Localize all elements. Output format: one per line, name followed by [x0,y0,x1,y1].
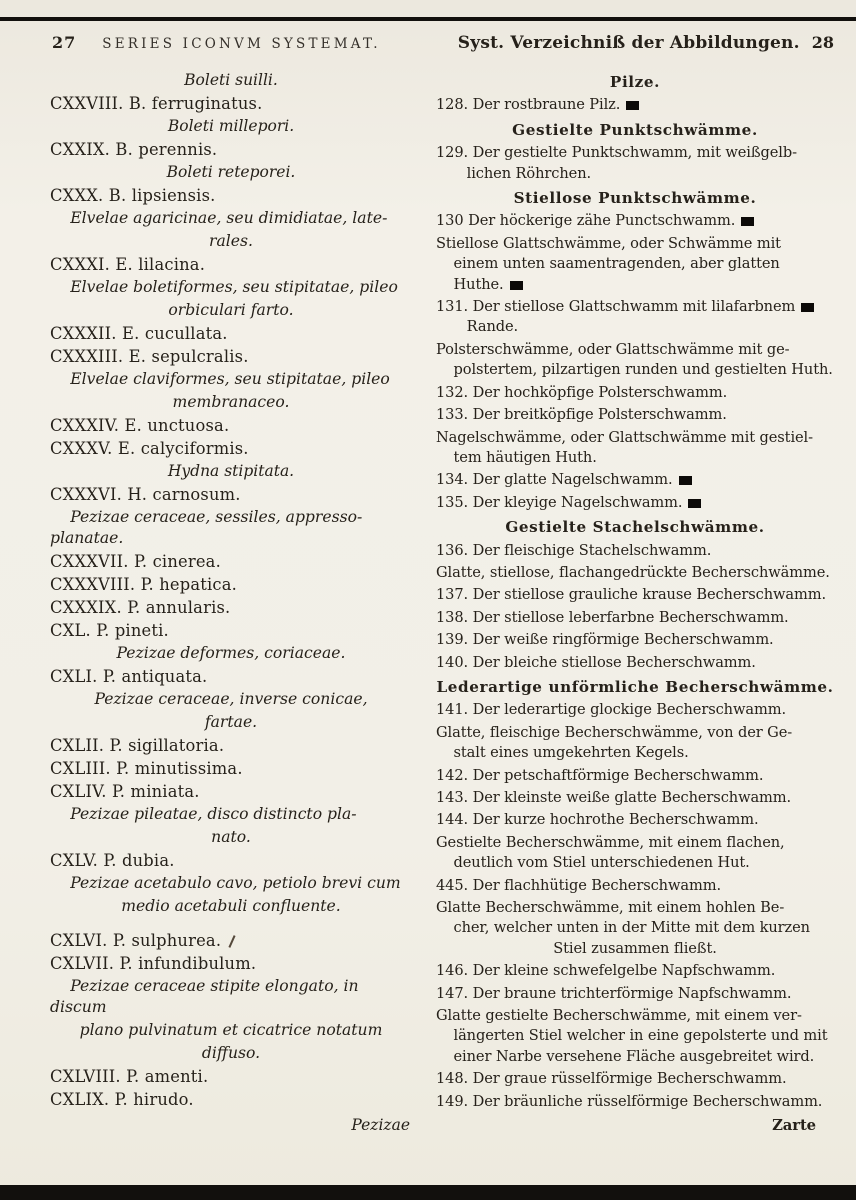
german-entry [436,876,834,896]
latin-group-description [50,804,412,848]
left-running-title: SERIES ICONVM SYSTEMAT. [102,36,381,52]
text-line: CXXXIV. E. unctuosa. [50,416,230,435]
text-line: 144. Der kurze hochrothe Becherschwamm. [436,811,759,829]
latin-entry [50,438,412,459]
text-line: tem häutigen Huth. [453,448,597,466]
text-line: Gestielte Becherschwämme, mit einem flachen, [436,833,785,851]
text-line: Glatte Becherschwämme, mit einem hohlen Be- [436,899,785,917]
text-line: CXXXVIII. P. hepatica. [50,575,238,594]
german-entry [436,984,834,1004]
latin-entry [50,323,412,344]
text-line: Boleti reteporei. [166,163,296,181]
scan-edge-bottom [0,1185,856,1200]
text-line: Lederartige unförmliche Becherschwämme. [436,677,834,696]
latin-group-description [50,643,412,664]
latin-group-description [50,507,412,549]
text-line: 130 Der höckerige zähe Punctschwamm. [436,211,834,231]
latin-entry [50,758,412,779]
latin-entry [50,735,412,756]
text-line: Pezizae deformes, coriaceae. [116,644,346,662]
latin-entry [50,415,412,436]
german-group-description [436,563,834,583]
text-line: CXXXV. E. calyciformis. [50,439,249,458]
latin-group-description [50,277,412,321]
text-line: 140. Der bleiche stiellose Becherschwamm. [436,653,756,671]
text-line: Glatte gestielte Becherschwämme, mit einem ver- [436,1007,802,1025]
text-line: 137. Der stiellose grauliche krause Becherschwamm. [436,586,827,604]
text-line: Rande. [466,318,519,336]
text-line: CXXIX. B. perennis. [50,140,218,159]
text-line: Pilze. [609,73,661,91]
ink-blot-mark [741,217,754,226]
german-group-description [436,234,834,295]
latin-entry [50,1089,412,1110]
text-line: orbiculari farto. [168,301,294,319]
latin-entry [50,953,412,974]
latin-entry [50,484,412,505]
text-line: lichen Röhrchen. [466,164,592,182]
german-entry [436,788,834,808]
text-line: Glatte, stiellose, flachangedrückte Becherschwämme. [436,563,830,581]
text-line: längerten Stiel welcher in eine gepolsterte und mit [453,1027,828,1045]
ink-blot-mark [688,499,701,508]
text-line: Gestielte Punktschwämme. [512,120,758,139]
text-line: CXLII. P. sigillatoria. [50,736,225,755]
text-line: Glatte, fleischige Becherschwämme, von der Ge- [436,723,793,741]
text-line: CXXXIX. P. annularis. [50,598,231,617]
text-line: diffuso. [201,1044,261,1062]
latin-entry [50,597,412,618]
text-line: CXLIII. P. minutissima. [50,759,243,778]
german-entry [436,961,834,981]
latin-entry [50,574,412,595]
latin-entry [50,93,412,114]
latin-group-description [50,208,412,252]
text-line: CXL. P. pineti. [50,621,169,640]
text-line: Stiellose Glattschwämme, oder Schwämme mit [436,234,781,252]
text-line: Elvelae boletiformes, seu stipitatae, pileo [70,278,398,296]
latin-group-description [50,976,412,1064]
latin-entry [50,781,412,802]
text-line: 139. Der weiße ringförmige Becherschwamm. [436,631,774,649]
catchword [50,1115,412,1136]
text-line: 128. Der rostbraune Pilz. [436,95,834,115]
german-section-heading [436,517,834,537]
text-line: stalt eines umgekehrten Kegels. [453,744,689,762]
text-line: plano pulvinatum et cicatrice notatum [79,1021,383,1039]
text-line: CXLV. P. dubia. [50,851,175,870]
german-entry [436,493,834,513]
page-header [0,33,856,53]
text-line: CXLVI. P. sulphurea. [50,930,412,951]
text-line: CXLVII. P. infundibulum. [50,954,257,973]
text-line: 142. Der petschaftförmige Becherschwamm. [436,766,764,784]
german-entry [436,810,834,830]
text-line: 141. Der lederartige glockige Becherschwamm. [436,701,786,719]
text-line: Pezizae ceraceae stipite elongato, in discum [50,977,359,1016]
latin-entry [50,346,412,367]
latin-entry [50,850,412,871]
latin-section-heading [50,162,412,183]
text-line: membranaceo. [172,393,290,411]
german-entry [436,585,834,605]
latin-entry [50,620,412,641]
german-entry [436,405,834,425]
german-group-description [436,340,834,381]
german-entry [436,1069,834,1089]
text-line: 149. Der bräunliche rüsselförmige Becherschwamm. [436,1092,823,1110]
text-line: CXLI. P. antiquata. [50,667,208,686]
text-line: Boleti millepori. [167,117,295,135]
german-group-description [436,898,834,959]
text-line: CXXXII. E. cucullata. [50,324,228,343]
latin-group-description [50,689,412,733]
german-group-description [436,723,834,764]
scan-edge-top [0,17,856,21]
german-entry [436,297,834,338]
latin-entry [50,666,412,687]
text-line: 146. Der kleine schwefelgelbe Napfschwamm. [436,962,776,980]
latin-section-heading [50,70,412,91]
ink-blot-mark [801,303,814,312]
latin-entry [50,185,412,206]
text-line: 148. Der graue rüsselförmige Becherschwamm. [436,1070,787,1088]
right-page-number: 28 [811,33,834,52]
text-line: 445. Der flachhütige Becherschwamm. [436,876,721,894]
german-group-description [436,1006,834,1067]
text-line: 134. Der glatte Nagelschwamm. [436,470,834,490]
latin-entry [50,254,412,275]
german-entry [436,653,834,673]
german-column [436,68,834,1139]
text-line: rales. [209,232,253,250]
text-line: polstertem, pilzartigen runden und gestielten Huth. [453,361,833,379]
text-line: 129. Der gestielte Punktschwamm, mit weißgelb- [436,144,797,162]
text-line: CXLVIII. P. amenti. [50,1067,209,1086]
text-line: 133. Der breitköpfige Polsterschwamm. [436,406,727,424]
text-line: einer Narbe versehene Fläche ausgebreitet wird. [453,1047,815,1065]
german-entry [436,608,834,628]
text-line: Pezizae acetabulo cavo, petiolo brevi cum [70,874,401,892]
text-line: Polsterschwämme, oder Glattschwämme mit ge- [436,340,790,358]
text-line: Stiellose Punktschwämme. [513,189,757,208]
german-entry [436,383,834,403]
text-line: cher, welcher unten in der Mitte mit dem kurzen [453,919,810,937]
german-entry [436,143,834,184]
german-entry [436,470,834,490]
latin-entry [50,551,412,572]
german-entry [436,541,834,561]
text-line: CXXXVII. P. cinerea. [50,552,221,571]
text-line: Gestielte Stachelschwämme. [505,518,765,537]
text-line: Stiel zusammen fließt. [553,939,717,957]
text-line: Pezizae ceraceae, inverse conicae, [94,690,368,708]
left-page-header [52,33,381,52]
latin-group-description [50,873,412,917]
latin-group-description [50,369,412,413]
text-line: CXXXIII. E. sepulcralis. [50,347,249,366]
pen-stroke-mark [229,935,236,948]
latin-column [50,68,412,1139]
catchword [436,1116,834,1136]
text-line: 143. Der kleinste weiße glatte Becherschwamm. [436,789,792,806]
text-line: CXXVIII. B. ferruginatus. [50,94,263,113]
left-page-number: 27 [52,33,77,52]
text-line: CXXXVI. H. carnosum. [50,485,241,504]
german-section-heading [436,120,834,140]
latin-entry [50,1066,412,1087]
text-line: 131. Der stiellose Glattschwamm mit lilafarbnem [436,297,834,317]
two-column-text [0,68,856,1139]
text-line: einem unten saamentragenden, aber glatten Huthe. [453,255,780,293]
text-line: 138. Der stiellose leberfarbne Becherschwamm. [436,608,789,626]
german-entry [436,630,834,650]
text-line: deutlich vom Stiel unterschiedenen Hut. [453,854,750,872]
text-line: 132. Der hochköpfige Polsterschwamm. [436,383,728,401]
text-line: Pezizae ceraceae, sessiles, appresso-planatae. [50,508,363,547]
text-line: 136. Der fleischige Stachelschwamm. [436,541,712,559]
latin-entry [50,930,412,951]
german-entry [436,95,834,115]
text-line: 147. Der braune trichterförmige Napfschwamm. [436,984,792,1002]
text-line: 135. Der kleyige Nagelschwamm. [436,493,834,513]
german-section-heading [436,188,834,208]
ink-blot-mark [626,101,639,110]
text-line: nato. [211,828,251,846]
german-entry [436,700,834,720]
german-entry [436,1092,834,1112]
text-line: Nagelschwämme, oder Glattschwämme mit gestiel- [436,428,813,446]
right-page-header [458,33,834,53]
text-line: Elvelae claviformes, seu stipitatae, pileo [70,370,390,388]
text-line: Hydna stipitata. [167,462,295,480]
german-group-description [436,833,834,874]
latin-section-heading [50,461,412,482]
text-line: Zarte [772,1117,816,1135]
german-section-heading [436,72,834,92]
german-entry [436,766,834,786]
text-line: CXLIV. P. miniata. [50,782,200,801]
text-line: Elvelae agaricinae, seu dimidiatae, late- [70,209,388,227]
text-line: Pezizae [351,1116,410,1134]
right-running-title: Syst. Verzeichniß der Abbildungen. [457,33,800,53]
ink-blot-mark [510,281,523,290]
text-line: Boleti suilli. [184,71,278,89]
text-line: CXXX. B. lipsiensis. [50,186,216,205]
text-line: Pezizae pileatae, disco distincto pla- [70,805,357,823]
latin-entry [50,139,412,160]
text-line: medio acetabuli confluente. [121,897,341,915]
text-line: CXXXI. E. lilacina. [50,255,206,274]
text-line: CXLIX. P. hirudo. [50,1090,194,1109]
ink-blot-mark [679,476,692,485]
latin-section-heading [50,116,412,137]
text-line: fartae. [204,713,258,731]
german-group-description [436,428,834,469]
german-entry [436,211,834,231]
german-section-heading [436,677,834,697]
